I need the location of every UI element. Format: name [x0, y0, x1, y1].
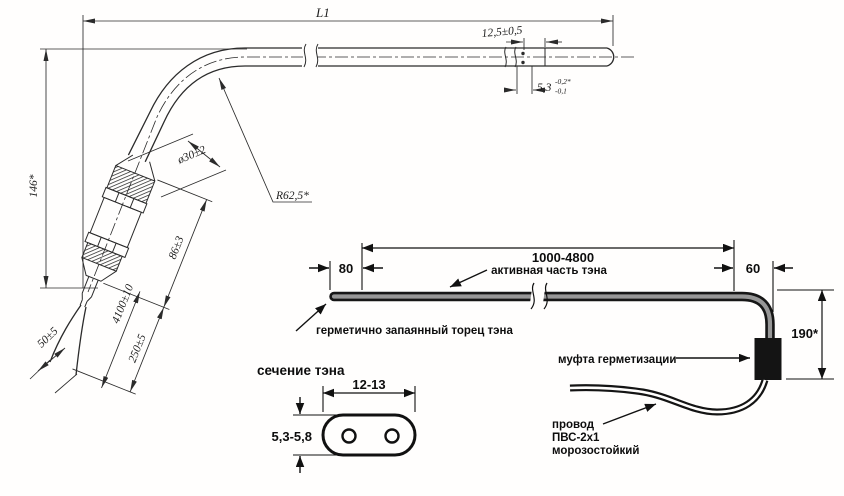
lead-wire-right: [76, 307, 86, 375]
plug-cylinder: [90, 197, 141, 247]
dim-body-86: 86±3: [166, 234, 187, 262]
label-cord-line3: морозостойкий: [552, 445, 640, 457]
wire-spread-dimension: [38, 348, 65, 371]
dim-60: 60: [745, 261, 761, 276]
active-part-leader: [450, 270, 487, 287]
label-cord-line2: ПВС-2х1: [552, 432, 600, 444]
top-view: [28, 5, 634, 401]
dim-slot-width: 5,3: [537, 82, 552, 94]
dim-190: 190*: [791, 326, 818, 341]
power-cord: [570, 380, 765, 412]
plug-body: [36, 150, 217, 400]
wire-spread-extensions: [30, 360, 77, 393]
dim-bend-radius: R62,5*: [276, 190, 309, 202]
cord-leader: [603, 404, 656, 424]
bend-radius-leader: [219, 78, 312, 202]
dim-wire-spread-50: 50±5: [35, 325, 61, 351]
dim-slot-upper-tol: -0,2*: [555, 77, 571, 86]
dim-tail-250: 250±5: [126, 332, 149, 365]
contact-dot-top: [521, 52, 524, 55]
dim-sleeve-length: 12,5±0,5: [481, 24, 523, 40]
contact-dot-bottom: [521, 61, 524, 64]
label-active-part: активная часть тэна: [491, 265, 607, 277]
straight-tube-break-gap: [530, 288, 545, 305]
dim-section-width: 12-13: [352, 377, 386, 392]
section-outline: [323, 415, 415, 455]
dim-section-height: 5,3-5,8: [271, 429, 312, 444]
section-view: [257, 363, 415, 473]
dim-body-diameter: ø30±2: [175, 143, 208, 167]
dim-active-range: 1000-4800: [531, 250, 595, 265]
label-coupling: муфта герметизации: [558, 354, 677, 366]
dim-80: 80: [338, 261, 354, 276]
dim-l1: L1: [316, 5, 330, 20]
plug-stem: [78, 276, 98, 308]
body-extension-top: [157, 180, 212, 202]
sealing-coupling: [755, 338, 782, 380]
section-title: сечение тэна: [257, 363, 345, 378]
dim-cord-4100: 4100±10: [109, 282, 137, 326]
label-sealed-end: герметично запаянный торец тэна: [316, 325, 513, 337]
knurl-band-lower: [82, 243, 122, 272]
label-cord-line1: провод: [552, 419, 595, 431]
dim-height-146: 146*: [28, 174, 40, 198]
dim-slot-lower-tol: -0,1: [555, 86, 567, 96]
body-extension-mid: [103, 283, 169, 309]
slot-extension-lines: [517, 66, 532, 94]
